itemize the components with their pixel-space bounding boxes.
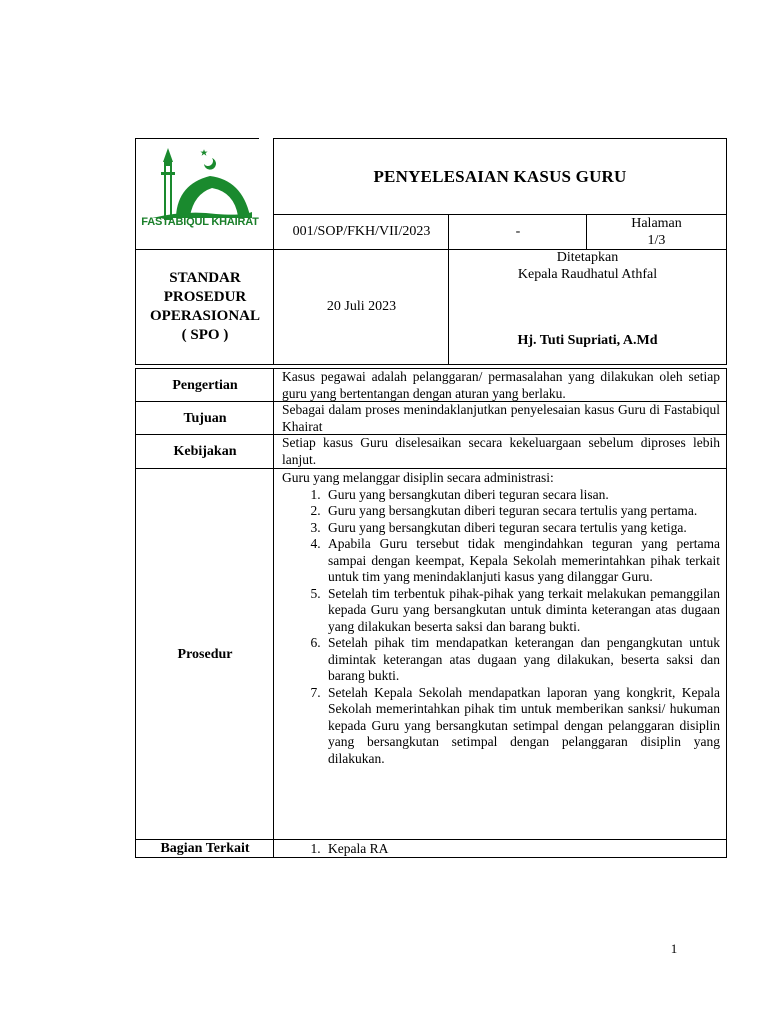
tujuan-text-cell [273,401,727,435]
list-item: 1. Kepala RA [324,840,720,857]
prosedur-steps [282,487,720,768]
issue-date: 20 Juli 2023 [326,298,397,314]
list-item: 3. Guru yang bersangkutan diberi teguran secara tertulis yang ketiga. [324,520,720,537]
standard-line-3: OPERASIONAL [149,308,261,324]
pengertian-label: Pengertian [172,377,238,393]
bagian-terkait-cell [273,839,727,858]
revision-cell [448,214,587,250]
page-value: 1/3 [647,232,666,248]
list-item: 5. Setelah tim terbentuk pihak-pihak yang terkait melakukan pemanggilan kepada Guru yang bersangkutan untuk diminta keterangan atas dugaan yang dilakukan beserta saksi dan barang bukti. [324,586,720,636]
list-item: 4. Apabila Guru tersebut tidak mengindahkan teguran yang pertama sampai dengan keempat, Kepala Sekolah memerintahkan pihak terkait untuk tim yang menindaklanjuti kasus yang dilanggar Guru. [324,536,720,586]
kebijakan-label-cell [135,434,274,469]
title-cell [273,138,727,215]
prosedur-intro: Guru yang melanggar disiplin secara administrasi: [282,470,554,485]
bagian-terkait-label: Bagian Terkait [160,840,250,856]
prosedur-label-cell [135,468,274,840]
list-item: 1. Guru yang bersangkutan diberi teguran secara lisan. [324,487,720,504]
logo-text: FASTABIQUL KHAIRAT [141,216,259,228]
standard-line-1: STANDAR [169,270,241,286]
set-by-name: Hj. Tuti Supriati, A.Md [517,333,658,348]
document-title: PENYELESAIAN KASUS GURU [373,166,627,186]
standard-line-4: ( SPO ) [181,327,229,343]
doc-number-cell [273,214,449,250]
page-number: 1 [670,941,678,956]
bagian-terkait-list [282,840,720,857]
set-by-label: Ditetapkan [556,250,619,265]
standard-cell [135,249,274,365]
prosedur-label: Prosedur [177,646,233,662]
tujuan-text: Sebagai dalam proses menindaklanjutkan penyelesaian kasus Guru di Fastabiqul Khairat [282,402,720,434]
standard-heading [150,269,260,345]
tujuan-label-cell [135,401,274,435]
doc-number: 001/SOP/FKH/VII/2023 [292,223,431,239]
standard-line-2: PROSEDUR [163,289,247,305]
pengertian-label-cell [135,368,274,402]
bagian-terkait-label-cell [135,839,274,858]
kebijakan-text: Setiap kasus Guru diselesaikan secara kekeluargaan sebelum diproses lebih lanjut. [282,435,720,467]
prosedur-text-cell [273,468,727,840]
list-item: 7. Setelah Kepala Sekolah mendapatkan laporan yang kongkrit, Kepala Sekolah memerintahkan pihak tim untuk memberikan sanksi/ hukuman kepada Guru yang bersangkutan setimpal dengan pelanggaran disiplin yang bersangkutan setimpal dengan pelanggaran disiplin yang dilakukan. [324,685,720,768]
pengertian-text-cell [273,368,727,402]
approval-cell [448,249,727,365]
pengertian-text: Kasus pegawai adalah pelanggaran/ permasalahan yang dilakukan oleh setiap guru yang bertentangan dengan aturan yang berlaku. [282,369,720,401]
revision-value: - [515,223,521,239]
kebijakan-label: Kebijakan [173,444,237,459]
list-item: 6. Setelah pihak tim mendapatkan keterangan dan pengangkutan untuk dimintak keterangan atas dugaan yang dilakukan, beserta saksi dan barang bukti. [324,635,720,685]
kebijakan-text-cell [273,434,727,469]
list-item: 2. Guru yang bersangkutan diberi teguran secara tertulis yang pertama. [324,503,720,520]
page-label: Halaman [631,215,682,231]
set-by-role: Kepala Raudhatul Athfal [517,267,658,282]
page-cell [586,214,727,250]
tujuan-label: Tujuan [183,410,227,426]
date-cell [273,249,449,365]
